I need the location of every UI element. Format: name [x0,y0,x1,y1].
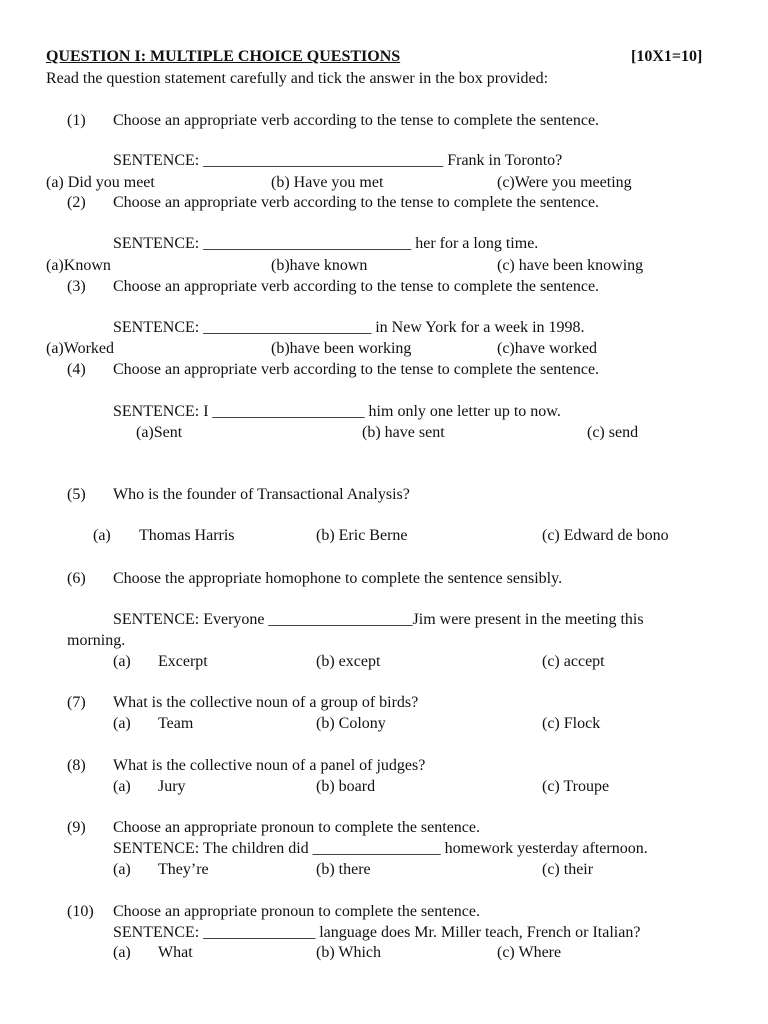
question-prompt: Choose an appropriate verb according to the tense to complete the sentence. [113,112,600,129]
option-b[interactable]: (b) board [316,778,376,795]
option-b[interactable]: (b) Colony [316,715,386,732]
option-b[interactable]: (b) have sent [362,424,445,441]
option-a-label: (a) [113,653,131,670]
question-prompt: Choose an appropriate verb according to the tense to complete the sentence. [113,361,600,378]
question-sentence: SENTENCE: ______________ language does Mr. Miller teach, French or Italian? [113,924,641,941]
marks-label: [10X1=10] [631,48,703,65]
option-c[interactable]: (c) Flock [542,715,601,732]
option-b[interactable]: (b)have known [271,257,368,274]
option-c[interactable]: (c) Edward de bono [542,527,669,544]
question-number: (3) [67,278,86,295]
option-c[interactable]: (c) Where [497,944,562,961]
option-a[interactable]: What [158,944,193,961]
question-number: (4) [67,361,86,378]
question-number: (8) [67,757,86,774]
option-c[interactable]: (c) have been knowing [497,257,644,274]
question-number: (7) [67,694,86,711]
option-a[interactable]: Jury [158,778,186,795]
page-title: QUESTION I: MULTIPLE CHOICE QUESTIONS [46,48,401,65]
question-number: (1) [67,112,86,129]
option-a-label: (a) [113,944,131,961]
question-prompt: Choose an appropriate pronoun to complete the sentence. [113,903,480,920]
instruction-text: Read the question statement carefully and tick the answer in the box provided: [46,70,549,87]
option-c[interactable]: (c)Were you meeting [497,174,632,191]
question-sentence: SENTENCE: _____________________ in New York for a week in 1998. [113,319,585,336]
option-c[interactable]: (c) accept [542,653,605,670]
option-b[interactable]: (b) Have you met [271,174,384,191]
question-number: (5) [67,486,86,503]
question-prompt: What is the collective noun of a panel of judges? [113,757,426,774]
option-c[interactable]: (c)have worked [497,340,597,357]
option-a[interactable]: Thomas Harris [139,527,235,544]
question-sentence: SENTENCE: The children did ________________ homework yesterday afternoon. [113,840,648,857]
question-prompt: Who is the founder of Transactional Analysis? [113,486,410,503]
option-a[interactable]: They’re [158,861,209,878]
option-b[interactable]: (b) Eric Berne [316,527,408,544]
option-c[interactable]: (c) their [542,861,594,878]
option-a-label: (a) [93,527,111,544]
option-b[interactable]: (b) there [316,861,371,878]
question-prompt: Choose an appropriate pronoun to complete the sentence. [113,819,480,836]
question-number: (10) [67,903,94,920]
question-number: (9) [67,819,86,836]
option-a[interactable]: (a) Did you meet [46,174,155,191]
question-number: (6) [67,570,86,587]
option-a-label: (a) [113,861,131,878]
question-prompt: Choose an appropriate verb according to the tense to complete the sentence. [113,278,600,295]
question-prompt: Choose an appropriate verb according to the tense to complete the sentence. [113,194,600,211]
option-a[interactable]: (a)Sent [136,424,183,441]
option-a-label: (a) [113,715,131,732]
question-prompt: What is the collective noun of a group of birds? [113,694,419,711]
option-b[interactable]: (b) Which [316,944,382,961]
option-b[interactable]: (b)have been working [271,340,412,357]
option-a-label: (a) [113,778,131,795]
question-sentence: SENTENCE: __________________________ her for a long time. [113,235,539,252]
option-a[interactable]: (a)Worked [46,340,115,357]
question-sentence: SENTENCE: Everyone __________________Jim were present in the meeting this [113,611,644,628]
question-sentence-continued: morning. [67,632,126,649]
option-c[interactable]: (c) Troupe [542,778,610,795]
option-c[interactable]: (c) send [587,424,639,441]
option-b[interactable]: (b) except [316,653,381,670]
option-a[interactable]: (a)Known [46,257,111,274]
question-number: (2) [67,194,86,211]
option-a[interactable]: Excerpt [158,653,208,670]
question-sentence: SENTENCE: I ___________________ him only one letter up to now. [113,403,561,420]
question-sentence: SENTENCE: ______________________________ Frank in Toronto? [113,152,563,169]
question-prompt: Choose the appropriate homophone to complete the sentence sensibly. [113,570,563,587]
option-a[interactable]: Team [158,715,194,732]
